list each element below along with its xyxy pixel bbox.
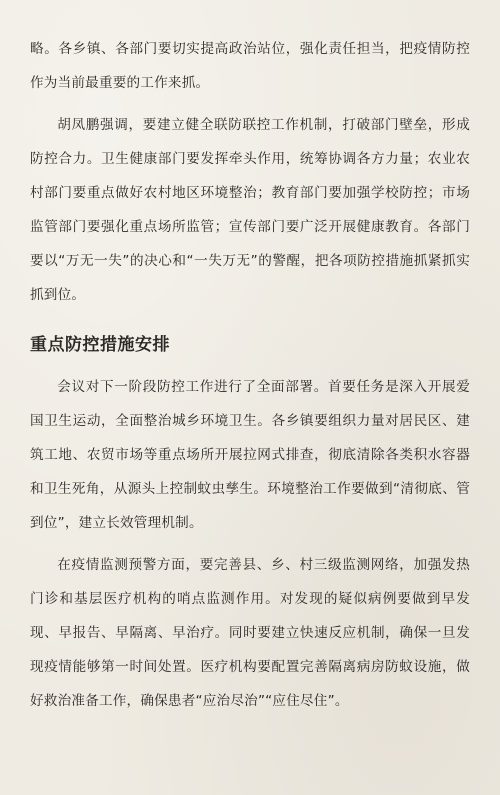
section-heading: 重点防控措施安排 [30, 335, 170, 355]
paragraph-continued: 略。各乡镇、各部门要切实提高政治站位，强化责任担当，把疫情防控作为当前最重要的工作来抓。 [30, 41, 470, 91]
paragraph-monitoring: 在疫情监测预警方面，要完善县、乡、村三级监测网络，加强发热门诊和基层医疗机构的哨点监测作用。对发现的疑似病例要做到早发现、早报告、早隔离、早治疗。同时要建立快速反应机制，确保一旦发现疫情能够第一时间处置。医疗机构要配置完善隔离病房防蚊设施，做好救治准备工作，确保患者“应治尽治”“应住尽住”。 [30, 557, 470, 709]
paragraph-joint-mechanism: 胡凤鹏强调，要建立健全联防联控工作机制，打破部门壁垒，形成防控合力。卫生健康部门要发挥牵头作用，统筹协调各方力量；农业农村部门要重点做好农村地区环境整治；教育部门要加强学校防控；市场监管部门要强化重点场所监管；宣传部门要广泛开展健康教育。各部门要以“万无一失”的决心和“一失万无”的警醒，把各项防控措施抓紧抓实抓到位。 [30, 117, 470, 303]
paragraph-environment: 会议对下一阶段防控工作进行了全面部署。首要任务是深入开展爱国卫生运动，全面整治城乡环境卫生。各乡镇要组织力量对居民区、建筑工地、农贸市场等重点场所开展拉网式排查，彻底清除各类积水容器和卫生死角，从源头上控制蚊虫孳生。环境整治工作要做到“清彻底、管到位”，建立长效管理机制。 [30, 379, 470, 531]
